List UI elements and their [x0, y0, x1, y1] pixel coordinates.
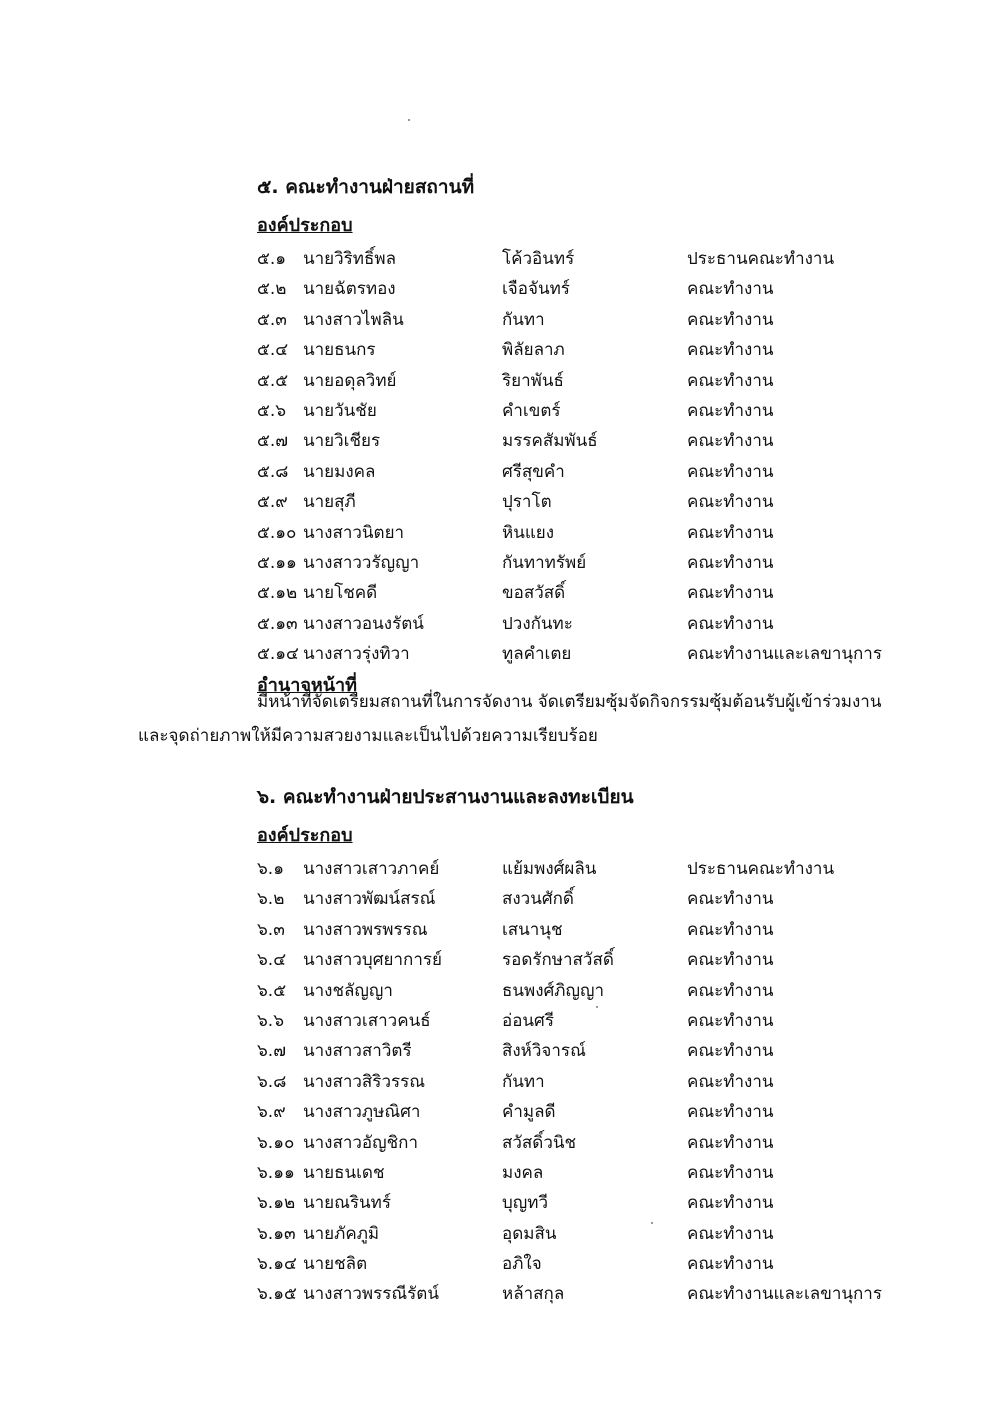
member-row: ๕.๑ นายวิริทธิ์พล โค้วอินทร์ ประธานคณะทำงาน — [257, 249, 835, 269]
section-5-heading: ๕. คณะทำงานฝ่ายสถานที่ — [257, 176, 475, 198]
member-row: ๖.๑๕ นางสาวพรรณีรัตน์ หล้าสกุล คณะทำงานและเลขานุการ — [257, 1284, 882, 1305]
member-row: ๖.๖ นางสาวเสาวคนธ์ อ่อนศรี คณะทำงาน — [257, 1010, 774, 1031]
member-row: ๖.๙ นางสาวภูษณิศา คำมูลดี คณะทำงาน — [257, 1102, 774, 1123]
section-5-duty-line-2: และจุดถ่ายภาพให้มีความสวยงามและเป็นไปด้วยความเรียบร้อย — [138, 726, 598, 746]
member-row: ๖.๑๓ นายภัคภูมิ อุดมสิน คณะทำงาน — [257, 1223, 774, 1244]
section-6-composition-label: องค์ประกอบ — [257, 825, 353, 846]
member-row: ๖.๓ นางสาวพรพรรณ เสนานุช คณะทำงาน — [257, 919, 774, 940]
member-row: ๕.๑๓ นางสาวอนงรัตน์ ปวงกันทะ คณะทำงาน — [257, 613, 774, 634]
member-row: ๖.๑๑ นายธนเดช มงคล คณะทำงาน — [257, 1162, 774, 1183]
section-5-composition-label: องค์ประกอบ — [257, 215, 353, 236]
member-row: ๕.๑๑ นางสาววรัญญา กันทาทรัพย์ คณะทำงาน — [257, 552, 774, 573]
member-row: ๖.๘ นางสาวสิริวรรณ กันทา คณะทำงาน — [257, 1071, 774, 1092]
member-row: ๕.๑๔ นางสาวรุ่งทิวา ทูลคำเตย คณะทำงานและเลขานุการ — [257, 644, 882, 665]
member-row: ๕.๗ นายวิเชียร มรรคสัมพันธ์ คณะทำงาน — [257, 431, 774, 452]
member-row: ๕.๖ นายวันชัย คำเขตร์ คณะทำงาน — [257, 400, 774, 421]
member-row: ๕.๕ นายอดุลวิทย์ ริยาพันธ์ คณะทำงาน — [257, 370, 774, 391]
member-row: ๖.๑๒ นายณรินทร์ บุญทวี คณะทำงาน — [257, 1193, 774, 1214]
section-6-member-list — [257, 851, 882, 1307]
member-row: ๖.๕ นางชลัญญา ธนพงศ์ภิญญา คณะทำงาน — [257, 980, 774, 1001]
member-row: ๖.๒ นางสาวพัฒน์สรณ์ สงวนศักดิ์ คณะทำงาน — [257, 889, 774, 910]
section-6-heading: ๖. คณะทำงานฝ่ายประสานงานและลงทะเบียน — [257, 786, 634, 808]
member-row: ๕.๘ นายมงคล ศรีสุขคำ คณะทำงาน — [257, 461, 774, 482]
section-5-duty-label: อำนาจหน้าที่ — [257, 675, 358, 697]
member-row: ๖.๑๔ นายชลิต อภิใจ คณะทำงาน — [257, 1254, 774, 1275]
scan-speck — [651, 1222, 653, 1224]
member-row: ๕.๑๐ นางสาวนิตยา หินแยง คณะทำงาน — [257, 522, 774, 543]
scan-speck — [408, 119, 410, 121]
member-row: ๕.๔ นายธนกร พิลัยลาภ คณะทำงาน — [257, 340, 774, 361]
section-5-member-list — [257, 241, 882, 666]
member-row: ๖.๔ นางสาวบุศยาการย์ รอดรักษาสวัสดิ์ คณะทำงาน — [257, 950, 774, 971]
section-6 — [257, 782, 882, 1307]
member-row: ๖.๗ นางสาวสาวิตรี สิงห์วิจารณ์ คณะทำงาน — [257, 1041, 774, 1062]
member-row: ๕.๑๒ นายโชคดี ขอสวัสดิ์ คณะทำงาน — [257, 583, 774, 604]
member-row: ๕.๓ นางสาวไพลิน กันทา คณะทำงาน — [257, 309, 774, 330]
member-row: ๕.๙ นายสุภี ปุราโต คณะทำงาน — [257, 492, 774, 513]
section-5-duty-line-1: มีหน้าที่จัดเตรียมสถานที่ในการจัดงาน จัดเตรียมซุ้มจัดกิจกรรมซุ้มต้อนรับผู้เข้าร่วมงาน — [257, 692, 882, 712]
member-row: ๖.๑ นางสาวเสาวภาคย์ แย้มพงศ์ผลิน ประธานคณะทำงาน — [257, 859, 835, 879]
member-row: ๕.๒ นายฉัตรทอง เจือจันทร์ คณะทำงาน — [257, 279, 774, 300]
member-row: ๖.๑๐ นางสาวอัญชิกา สวัสดิ์วนิช คณะทำงาน — [257, 1132, 774, 1153]
section-5 — [257, 172, 882, 699]
